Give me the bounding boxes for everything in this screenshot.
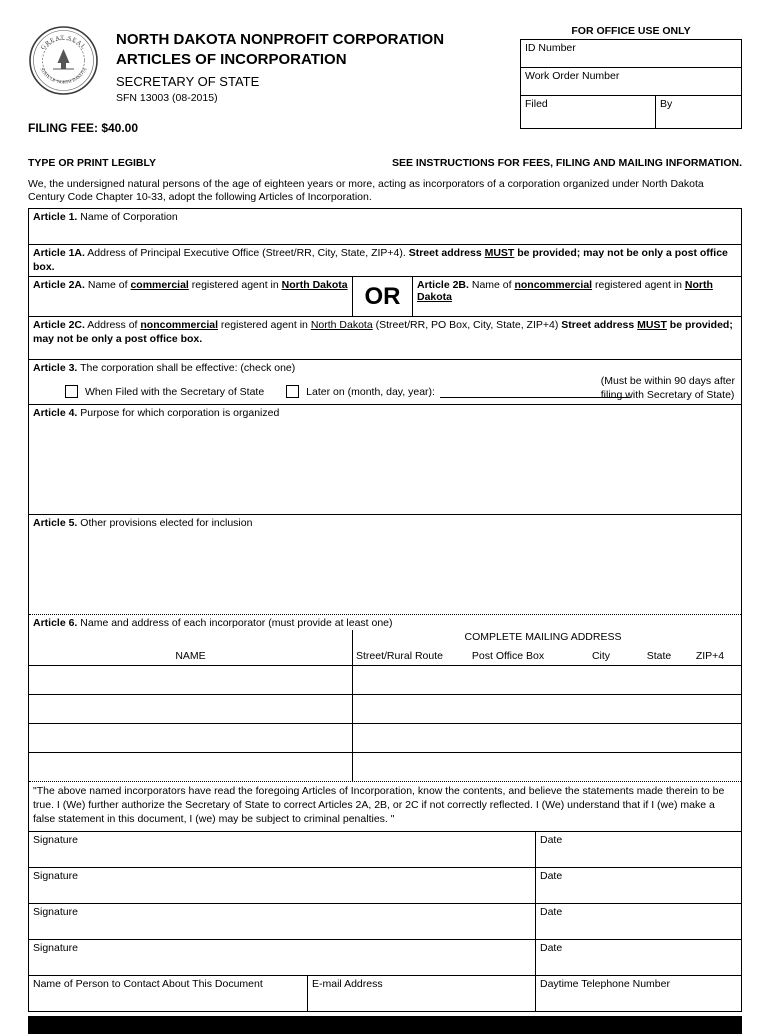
article-2b-label: Article 2B. Name of noncommercial registered agent in North Dakota: [417, 279, 713, 304]
date-field[interactable]: [536, 868, 741, 903]
article-5-label: Article 5. Other provisions elected for inclusion: [33, 517, 253, 530]
contact-phone-field[interactable]: [536, 976, 741, 1011]
office-use-title: FOR OFFICE USE ONLY: [571, 25, 691, 37]
date-label: Date: [540, 906, 563, 919]
by-field[interactable]: [656, 96, 741, 128]
incorporator-row: [29, 723, 741, 752]
state-seal-graphic: [28, 25, 99, 96]
signature-field[interactable]: [29, 904, 536, 939]
date-label: Date: [540, 942, 563, 955]
zip-column-label: ZIP+4: [695, 650, 725, 663]
contact-row: [29, 975, 741, 1011]
article-1a-row[interactable]: [29, 244, 741, 276]
date-field[interactable]: [536, 940, 741, 975]
name-column-label: NAME: [175, 650, 206, 663]
svg-text:STATE OF NORTH DAKOTA: STATE OF NORTH DAKOTA: [39, 66, 88, 85]
work-order-number-label: Work Order Number: [525, 70, 620, 82]
signature-field[interactable]: [29, 940, 536, 975]
date-label: Date: [540, 834, 563, 847]
article-3-note-line1: (Must be within 90 days after: [600, 375, 735, 388]
form-title-line2: ARTICLES OF INCORPORATION: [116, 50, 347, 68]
article-4-row[interactable]: [29, 404, 741, 514]
svg-text:GREAT SEAL: GREAT SEAL: [39, 34, 88, 52]
signature-field[interactable]: [29, 868, 536, 903]
effective-later-label: Later on (month, day, year):: [306, 385, 435, 398]
article-2b-noncommercial-agent-field[interactable]: [413, 277, 741, 316]
incorporator-address-field[interactable]: [353, 753, 741, 781]
incorporator-address-field[interactable]: [353, 724, 741, 752]
date-field[interactable]: [536, 832, 741, 867]
id-number-label: ID Number: [525, 42, 576, 54]
intro-paragraph: We, the undersigned natural persons of the age of eighteen years or more, acting as incorporators of a corporation organized under North Dakota Century Code Chapter 10-33, adopt the following Articles of Incorporation.: [28, 177, 704, 204]
signature-label: Signature: [33, 942, 78, 955]
by-label: By: [660, 98, 673, 110]
incorporator-name-field[interactable]: [29, 724, 353, 752]
signature-row: [29, 939, 741, 975]
article-3-row: [29, 359, 741, 404]
incorporator-row: [29, 752, 741, 781]
form-number: SFN 13003 (08-2015): [116, 91, 218, 104]
see-instructions-notice: SEE INSTRUCTIONS FOR FEES, FILING AND MAILING INFORMATION.: [392, 156, 742, 169]
incorporator-address-field[interactable]: [353, 666, 741, 694]
bottom-barcode-bar: [28, 1016, 742, 1034]
article-5-row[interactable]: [29, 514, 741, 614]
form-header: [28, 25, 742, 135]
incorporator-name-field[interactable]: [29, 666, 353, 694]
signature-row: [29, 903, 741, 939]
complete-mailing-address-header: COMPLETE MAILING ADDRESS: [464, 631, 622, 644]
form-title-line1: NORTH DAKOTA NONPROFIT CORPORATION: [116, 31, 445, 48]
article-2c-label: Article 2C. Address of noncommercial registered agent in North Dakota (Street/RR, PO Box, City, State, ZIP+4) Street address MUST be provided; may not be only a post office box.: [33, 319, 733, 346]
article-2a-commercial-agent-field[interactable]: [29, 277, 353, 316]
article-6-header-row: [29, 614, 741, 665]
incorporator-address-field[interactable]: [353, 695, 741, 723]
office-use-box: [520, 39, 742, 129]
incorporator-name-field[interactable]: [29, 753, 353, 781]
article-1-label: Article 1. Name of Corporation: [33, 211, 178, 224]
incorporator-address-column-headers: [353, 630, 741, 665]
state-column-label: State: [646, 650, 672, 663]
city-column-label: City: [591, 650, 611, 663]
notices-row: [28, 157, 742, 169]
form-titles: [116, 25, 444, 104]
contact-name-label: Name of Person to Contact About This Document: [33, 978, 263, 991]
id-number-field[interactable]: [521, 40, 741, 68]
filing-fee: FILING FEE: $40.00: [28, 120, 139, 135]
article-1a-label: Article 1A. Address of Principal Executive Office (Street/RR, City, State, ZIP+4). Street address MUST be provided; may not be only a post office box.: [33, 247, 728, 274]
article-3-note-line2: filing with Secretary of State): [600, 388, 735, 401]
incorporator-row: [29, 694, 741, 723]
signature-field[interactable]: [29, 832, 536, 867]
incorporator-name-column-header: [29, 630, 353, 665]
effective-when-filed-label: When Filed with the Secretary of State: [85, 385, 265, 398]
contact-email-label: E-mail Address: [312, 978, 383, 991]
filed-field[interactable]: [521, 96, 656, 128]
signature-row: [29, 831, 741, 867]
signature-label: Signature: [33, 834, 78, 847]
signature-label: Signature: [33, 906, 78, 919]
work-order-number-field[interactable]: [521, 68, 741, 96]
filed-label: Filed: [525, 98, 548, 110]
contact-phone-label: Daytime Telephone Number: [540, 978, 670, 991]
incorporator-statement: "The above named incorporators have read the foregoing Articles of Incorporation, know the contents, and believe the statements made therein to be true. I (We) further authorize the Secretary of State to correct Articles 2A, 2B, or 2C if not correctly reflected. I (We) understand that if I (we) make a false statement in this document, I (we) may be subject to criminal penalties. ": [33, 785, 725, 825]
incorporator-row: [29, 665, 741, 694]
state-seal: [28, 25, 99, 96]
statement-row: [29, 781, 741, 831]
signature-row: [29, 867, 741, 903]
article-4-label: Article 4. Purpose for which corporation is organized: [33, 407, 280, 420]
article-6-label: Article 6. Name and address of each incorporator (must provide at least one): [33, 617, 393, 630]
header-left: [28, 25, 520, 135]
article-1-row[interactable]: [29, 209, 741, 244]
po-box-column-label: Post Office Box: [471, 650, 545, 663]
street-column-label: Street/Rural Route: [356, 650, 443, 663]
effective-when-filed-checkbox[interactable]: [65, 385, 78, 398]
article-3-note: [601, 375, 735, 401]
contact-email-field[interactable]: [308, 976, 536, 1011]
contact-name-field[interactable]: [29, 976, 308, 1011]
type-or-print-notice: TYPE OR PRINT LEGIBLY: [28, 156, 156, 169]
article-3-label: Article 3. The corporation shall be effective: (check one): [33, 362, 296, 375]
seal-tree-icon: [58, 49, 70, 69]
article-2a-label: Article 2A. Name of commercial registered agent in North Dakota: [33, 279, 348, 292]
signature-label: Signature: [33, 870, 78, 883]
date-field[interactable]: [536, 904, 741, 939]
article-2-agents-row: [29, 276, 741, 316]
agency-name: SECRETARY OF STATE: [116, 73, 260, 89]
effective-later-checkbox[interactable]: [286, 385, 299, 398]
or-separator: OR: [353, 277, 413, 316]
office-use-section: [520, 25, 742, 135]
incorporator-name-field[interactable]: [29, 695, 353, 723]
article-2c-row[interactable]: [29, 316, 741, 359]
date-label: Date: [540, 870, 563, 883]
articles-table: [28, 208, 742, 1012]
